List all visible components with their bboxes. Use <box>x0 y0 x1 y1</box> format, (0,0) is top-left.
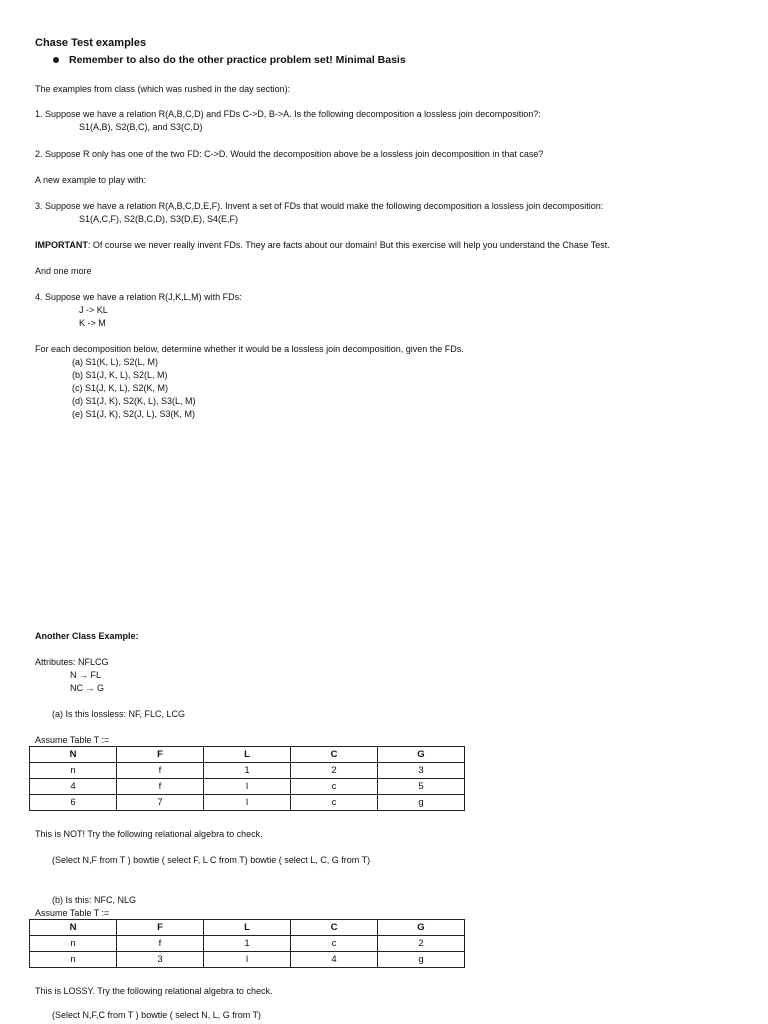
col-header: G <box>378 747 465 763</box>
table-cell: 3 <box>378 763 465 779</box>
decomp-a: (a) S1(K, L), S2(L, M) <box>72 357 159 367</box>
table-row <box>30 779 465 795</box>
table-cell: n <box>30 936 117 952</box>
decomp-b: (b) S1(J, K, L), S2(L, M) <box>72 370 168 380</box>
table-cell: 2 <box>291 763 378 779</box>
table-cell: l <box>204 795 291 811</box>
q2-text: 2. Suppose R only has one of the two FD: C->D. Would the decomposition above be a lossless join decomposition in that case? <box>35 149 544 159</box>
reminder-bullet <box>53 54 406 66</box>
col-header: L <box>204 920 291 936</box>
col-header: L <box>204 747 291 763</box>
table-cell: g <box>378 795 465 811</box>
table-cell: 7 <box>117 795 204 811</box>
bullet-dot <box>53 57 59 63</box>
table-cell: c <box>291 779 378 795</box>
table-cell: 2 <box>378 936 465 952</box>
q1-line2: S1(A,B), S2(B,C), and S3(C,D) <box>79 122 203 132</box>
page-title: Chase Test examples <box>35 37 147 49</box>
new-example-text: A new example to play with: <box>35 175 147 185</box>
table-cell: f <box>117 936 204 952</box>
table-cell: 1 <box>204 763 291 779</box>
not-lossless-note: This is NOT! Try the following relational algebra to check. <box>35 829 263 839</box>
q3-line1: 3. Suppose we have a relation R(A,B,C,D,E,F). Invent a set of FDs that would make the following decomposition a lossless join decomposition: <box>35 201 604 211</box>
assume-a: Assume Table T := <box>35 735 110 745</box>
another-example-heading: Another Class Example: <box>35 631 139 641</box>
table-cell: f <box>117 763 204 779</box>
part-b-question: (b) Is this: NFC, NLG <box>52 895 137 905</box>
table-a <box>29 746 465 811</box>
table-cell: 4 <box>291 952 378 968</box>
q3-line2: S1(A,C,F), S2(B,C,D), S3(D,E), S4(E,F) <box>79 214 239 224</box>
table-cell: g <box>378 952 465 968</box>
algebra-b: (Select N,F,C from T ) bowtie ( select N, L, G from T) <box>52 1010 262 1020</box>
table-row <box>30 952 465 968</box>
assume-b: Assume Table T := <box>35 908 110 918</box>
table-cell: l <box>204 952 291 968</box>
table-row <box>30 936 465 952</box>
fd2-1: N → FL <box>70 670 102 680</box>
table-cell: 1 <box>204 936 291 952</box>
table-cell: 3 <box>117 952 204 968</box>
col-header: N <box>30 747 117 763</box>
q4-fd-1: J -> KL <box>79 305 108 315</box>
table-cell: n <box>30 952 117 968</box>
part-a-question: (a) Is this lossless: NF, FLC, LCG <box>52 709 186 719</box>
table-cell: f <box>117 779 204 795</box>
q4-line1: 4. Suppose we have a relation R(J,K,L,M) with FDs: <box>35 292 242 302</box>
reminder-text: Remember to also do the other practice problem set! Minimal Basis <box>69 54 406 66</box>
table-cell: c <box>291 936 378 952</box>
decomp-e: (e) S1(J, K), S2(J, L), S3(K, M) <box>72 409 196 419</box>
algebra-a: (Select N,F from T ) bowtie ( select F, L C from T) bowtie ( select L, C, G from T) <box>52 855 371 865</box>
table-cell: 4 <box>30 779 117 795</box>
intro-text: The examples from class (which was rushed in the day section): <box>35 84 291 94</box>
q1-line1: 1. Suppose we have a relation R(A,B,C,D) and FDs C->D, B->A. Is the following decomposition a lossless join decomposition?: <box>35 109 541 119</box>
table-row <box>30 763 465 779</box>
table-cell: 5 <box>378 779 465 795</box>
table-row <box>30 795 465 811</box>
decomp-d: (d) S1(J, K), S2(K, L), S3(L, M) <box>72 396 196 406</box>
table-b-header <box>30 920 465 936</box>
col-header: C <box>291 747 378 763</box>
col-header: N <box>30 920 117 936</box>
col-header: G <box>378 920 465 936</box>
table-cell: l <box>204 779 291 795</box>
lossy-note: This is LOSSY. Try the following relational algebra to check. <box>35 986 273 996</box>
important-note <box>35 240 610 250</box>
table-cell: c <box>291 795 378 811</box>
attributes-text: Attributes: NFLCG <box>35 657 109 667</box>
q4-instructions: For each decomposition below, determine whether it would be a lossless join decomposition, given the FDs. <box>35 344 464 354</box>
decomp-c: (c) S1(J, K, L), S2(K, M) <box>72 383 169 393</box>
col-header: F <box>117 920 204 936</box>
q4-fd-2: K -> M <box>79 318 106 328</box>
fd2-2: NC → G <box>70 683 105 693</box>
important-label: IMPORTANT <box>35 240 88 250</box>
one-more-text: And one more <box>35 266 92 276</box>
table-a-header <box>30 747 465 763</box>
col-header: C <box>291 920 378 936</box>
important-text: : Of course we never really invent FDs. They are facts about our domain! But this exercise will help you understand the Chase Test. <box>87 240 610 250</box>
table-cell: 6 <box>30 795 117 811</box>
col-header: F <box>117 747 204 763</box>
table-b <box>29 919 465 968</box>
table-cell: n <box>30 763 117 779</box>
